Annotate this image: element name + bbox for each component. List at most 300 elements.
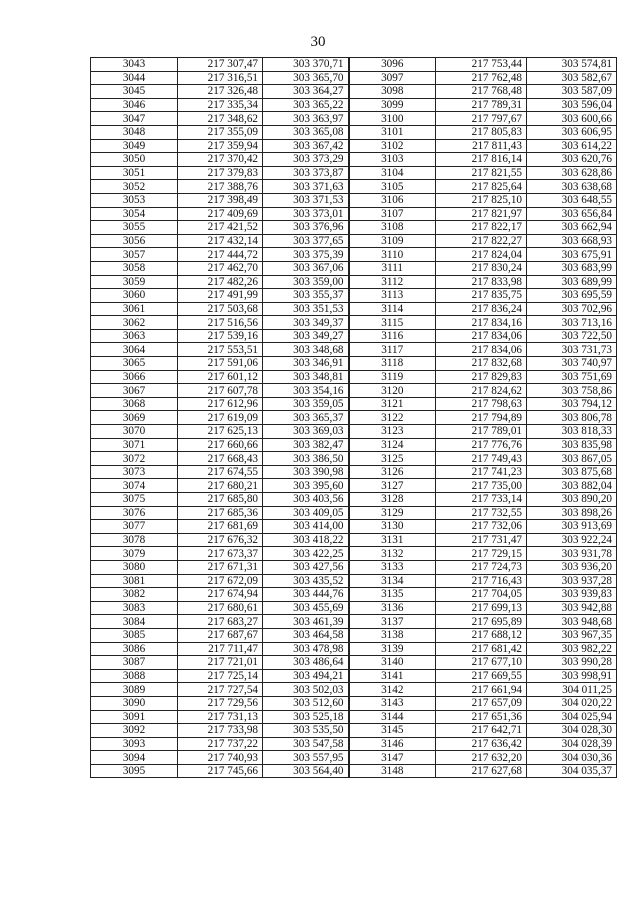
y-coordinate-cell: 303 936,20	[527, 560, 617, 574]
y-coordinate-cell: 303 377,65	[263, 234, 349, 248]
y-coordinate-cell: 303 369,03	[263, 425, 349, 439]
y-coordinate-cell: 303 875,68	[527, 465, 617, 479]
point-number-cell: 3066	[91, 370, 178, 384]
point-number-cell: 3107	[349, 207, 436, 221]
point-number-cell: 3145	[349, 724, 436, 738]
point-number-cell: 3106	[349, 193, 436, 207]
x-coordinate-cell: 217 830,24	[436, 261, 527, 275]
y-coordinate-cell: 304 020,22	[527, 696, 617, 710]
y-coordinate-cell: 303 722,50	[527, 329, 617, 343]
x-coordinate-cell: 217 625,13	[178, 425, 263, 439]
y-coordinate-cell: 304 028,39	[527, 737, 617, 751]
point-number-cell: 3053	[91, 193, 178, 207]
x-coordinate-cell: 217 816,14	[436, 153, 527, 167]
point-number-cell: 3134	[349, 574, 436, 588]
x-coordinate-cell: 217 668,43	[178, 452, 263, 466]
y-coordinate-cell: 303 486,64	[263, 656, 349, 670]
point-number-cell: 3057	[91, 248, 178, 262]
x-coordinate-cell: 217 421,52	[178, 221, 263, 235]
y-coordinate-cell: 303 890,20	[527, 493, 617, 507]
table-row	[91, 125, 617, 139]
x-coordinate-cell: 217 607,78	[178, 384, 263, 398]
table-row	[91, 425, 617, 439]
y-coordinate-cell: 303 547,58	[263, 737, 349, 751]
x-coordinate-cell: 217 789,31	[436, 98, 527, 112]
x-coordinate-cell: 217 834,06	[436, 329, 527, 343]
y-coordinate-cell: 303 574,81	[527, 58, 617, 72]
y-coordinate-cell: 303 937,28	[527, 574, 617, 588]
table-row	[91, 193, 617, 207]
point-number-cell: 3142	[349, 683, 436, 697]
x-coordinate-cell: 217 724,73	[436, 560, 527, 574]
x-coordinate-cell: 217 685,36	[178, 506, 263, 520]
x-coordinate-cell: 217 829,83	[436, 370, 527, 384]
x-coordinate-cell: 217 789,01	[436, 425, 527, 439]
table-row	[91, 764, 617, 778]
x-coordinate-cell: 217 482,26	[178, 275, 263, 289]
x-coordinate-cell: 217 685,80	[178, 493, 263, 507]
y-coordinate-cell: 303 931,78	[527, 547, 617, 561]
table-row	[91, 166, 617, 180]
y-coordinate-cell: 303 371,63	[263, 180, 349, 194]
y-coordinate-cell: 303 403,56	[263, 493, 349, 507]
x-coordinate-cell: 217 491,99	[178, 289, 263, 303]
x-coordinate-cell: 217 745,66	[178, 764, 263, 778]
y-coordinate-cell: 303 758,86	[527, 384, 617, 398]
point-number-cell: 3133	[349, 560, 436, 574]
y-coordinate-cell: 303 675,91	[527, 248, 617, 262]
point-number-cell: 3055	[91, 221, 178, 235]
x-coordinate-cell: 217 359,94	[178, 139, 263, 153]
y-coordinate-cell: 303 376,96	[263, 221, 349, 235]
point-number-cell: 3098	[349, 85, 436, 99]
y-coordinate-cell: 303 982,22	[527, 642, 617, 656]
table-row	[91, 601, 617, 615]
point-number-cell: 3097	[349, 71, 436, 85]
point-number-cell: 3108	[349, 221, 436, 235]
y-coordinate-cell: 303 990,28	[527, 656, 617, 670]
y-coordinate-cell: 303 354,16	[263, 384, 349, 398]
point-number-cell: 3138	[349, 628, 436, 642]
table-row	[91, 275, 617, 289]
x-coordinate-cell: 217 794,89	[436, 411, 527, 425]
x-coordinate-cell: 217 749,43	[436, 452, 527, 466]
point-number-cell: 3092	[91, 724, 178, 738]
point-number-cell: 3061	[91, 302, 178, 316]
y-coordinate-cell: 303 913,69	[527, 520, 617, 534]
y-coordinate-cell: 303 967,35	[527, 628, 617, 642]
y-coordinate-cell: 303 662,94	[527, 221, 617, 235]
x-coordinate-cell: 217 687,67	[178, 628, 263, 642]
x-coordinate-cell: 217 699,13	[436, 601, 527, 615]
y-coordinate-cell: 303 600,66	[527, 112, 617, 126]
y-coordinate-cell: 303 806,78	[527, 411, 617, 425]
point-number-cell: 3131	[349, 533, 436, 547]
table-row	[91, 669, 617, 683]
table-row	[91, 411, 617, 425]
y-coordinate-cell: 303 751,69	[527, 370, 617, 384]
point-number-cell: 3044	[91, 71, 178, 85]
point-number-cell: 3095	[91, 764, 178, 778]
y-coordinate-cell: 303 375,39	[263, 248, 349, 262]
point-number-cell: 3129	[349, 506, 436, 520]
point-number-cell: 3062	[91, 316, 178, 330]
x-coordinate-cell: 217 683,27	[178, 615, 263, 629]
point-number-cell: 3064	[91, 343, 178, 357]
coordinates-table-body	[91, 58, 617, 778]
y-coordinate-cell: 303 525,18	[263, 710, 349, 724]
point-number-cell: 3147	[349, 751, 436, 765]
y-coordinate-cell: 303 365,08	[263, 125, 349, 139]
y-coordinate-cell: 303 702,96	[527, 302, 617, 316]
x-coordinate-cell: 217 821,97	[436, 207, 527, 221]
x-coordinate-cell: 217 825,10	[436, 193, 527, 207]
x-coordinate-cell: 217 680,61	[178, 601, 263, 615]
point-number-cell: 3065	[91, 357, 178, 371]
point-number-cell: 3063	[91, 329, 178, 343]
point-number-cell: 3105	[349, 180, 436, 194]
x-coordinate-cell: 217 671,31	[178, 560, 263, 574]
table-row	[91, 370, 617, 384]
point-number-cell: 3059	[91, 275, 178, 289]
table-row	[91, 98, 617, 112]
point-number-cell: 3146	[349, 737, 436, 751]
table-row	[91, 560, 617, 574]
y-coordinate-cell: 303 564,40	[263, 764, 349, 778]
y-coordinate-cell: 303 494,21	[263, 669, 349, 683]
table-row	[91, 452, 617, 466]
point-number-cell: 3148	[349, 764, 436, 778]
x-coordinate-cell: 217 731,13	[178, 710, 263, 724]
y-coordinate-cell: 303 444,76	[263, 588, 349, 602]
table-row	[91, 588, 617, 602]
x-coordinate-cell: 217 832,68	[436, 357, 527, 371]
y-coordinate-cell: 303 794,12	[527, 397, 617, 411]
point-number-cell: 3088	[91, 669, 178, 683]
point-number-cell: 3075	[91, 493, 178, 507]
table-row	[91, 71, 617, 85]
y-coordinate-cell: 303 461,39	[263, 615, 349, 629]
x-coordinate-cell: 217 661,94	[436, 683, 527, 697]
x-coordinate-cell: 217 379,83	[178, 166, 263, 180]
x-coordinate-cell: 217 627,68	[436, 764, 527, 778]
x-coordinate-cell: 217 672,09	[178, 574, 263, 588]
x-coordinate-cell: 217 733,14	[436, 493, 527, 507]
table-row	[91, 357, 617, 371]
x-coordinate-cell: 217 695,89	[436, 615, 527, 629]
y-coordinate-cell: 303 363,97	[263, 112, 349, 126]
y-coordinate-cell: 304 025,94	[527, 710, 617, 724]
x-coordinate-cell: 217 768,48	[436, 85, 527, 99]
point-number-cell: 3079	[91, 547, 178, 561]
x-coordinate-cell: 217 636,42	[436, 737, 527, 751]
y-coordinate-cell: 303 349,27	[263, 329, 349, 343]
y-coordinate-cell: 303 386,50	[263, 452, 349, 466]
y-coordinate-cell: 303 606,95	[527, 125, 617, 139]
x-coordinate-cell: 217 553,51	[178, 343, 263, 357]
point-number-cell: 3115	[349, 316, 436, 330]
x-coordinate-cell: 217 704,05	[436, 588, 527, 602]
y-coordinate-cell: 303 740,97	[527, 357, 617, 371]
y-coordinate-cell: 303 348,81	[263, 370, 349, 384]
point-number-cell: 3071	[91, 438, 178, 452]
y-coordinate-cell: 303 638,68	[527, 180, 617, 194]
point-number-cell: 3094	[91, 751, 178, 765]
y-coordinate-cell: 303 346,91	[263, 357, 349, 371]
table-row	[91, 343, 617, 357]
y-coordinate-cell: 303 367,42	[263, 139, 349, 153]
y-coordinate-cell: 303 478,98	[263, 642, 349, 656]
y-coordinate-cell: 303 355,37	[263, 289, 349, 303]
table-row	[91, 479, 617, 493]
point-number-cell: 3118	[349, 357, 436, 371]
y-coordinate-cell: 303 382,47	[263, 438, 349, 452]
y-coordinate-cell: 303 435,52	[263, 574, 349, 588]
point-number-cell: 3139	[349, 642, 436, 656]
y-coordinate-cell: 303 422,25	[263, 547, 349, 561]
y-coordinate-cell: 303 455,69	[263, 601, 349, 615]
x-coordinate-cell: 217 824,04	[436, 248, 527, 262]
x-coordinate-cell: 217 822,17	[436, 221, 527, 235]
y-coordinate-cell: 303 348,68	[263, 343, 349, 357]
point-number-cell: 3119	[349, 370, 436, 384]
y-coordinate-cell: 303 882,04	[527, 479, 617, 493]
x-coordinate-cell: 217 674,55	[178, 465, 263, 479]
x-coordinate-cell: 217 797,67	[436, 112, 527, 126]
y-coordinate-cell: 304 030,36	[527, 751, 617, 765]
x-coordinate-cell: 217 681,42	[436, 642, 527, 656]
point-number-cell: 3085	[91, 628, 178, 642]
coordinates-table	[90, 57, 617, 778]
x-coordinate-cell: 217 673,37	[178, 547, 263, 561]
point-number-cell: 3128	[349, 493, 436, 507]
table-row	[91, 751, 617, 765]
point-number-cell: 3141	[349, 669, 436, 683]
x-coordinate-cell: 217 612,96	[178, 397, 263, 411]
x-coordinate-cell: 217 716,43	[436, 574, 527, 588]
table-row	[91, 329, 617, 343]
table-row	[91, 493, 617, 507]
y-coordinate-cell: 303 835,98	[527, 438, 617, 452]
x-coordinate-cell: 217 677,10	[436, 656, 527, 670]
y-coordinate-cell: 303 371,53	[263, 193, 349, 207]
point-number-cell: 3103	[349, 153, 436, 167]
y-coordinate-cell: 304 028,30	[527, 724, 617, 738]
y-coordinate-cell: 304 035,37	[527, 764, 617, 778]
y-coordinate-cell: 303 668,93	[527, 234, 617, 248]
y-coordinate-cell: 303 359,00	[263, 275, 349, 289]
x-coordinate-cell: 217 729,15	[436, 547, 527, 561]
table-row	[91, 261, 617, 275]
y-coordinate-cell: 303 922,24	[527, 533, 617, 547]
y-coordinate-cell: 303 427,56	[263, 560, 349, 574]
x-coordinate-cell: 217 735,00	[436, 479, 527, 493]
y-coordinate-cell: 303 464,58	[263, 628, 349, 642]
x-coordinate-cell: 217 725,14	[178, 669, 263, 683]
point-number-cell: 3114	[349, 302, 436, 316]
point-number-cell: 3047	[91, 112, 178, 126]
y-coordinate-cell: 303 373,01	[263, 207, 349, 221]
x-coordinate-cell: 217 776,76	[436, 438, 527, 452]
point-number-cell: 3130	[349, 520, 436, 534]
point-number-cell: 3144	[349, 710, 436, 724]
x-coordinate-cell: 217 805,83	[436, 125, 527, 139]
table-row	[91, 465, 617, 479]
x-coordinate-cell: 217 811,43	[436, 139, 527, 153]
table-row	[91, 112, 617, 126]
y-coordinate-cell: 303 395,60	[263, 479, 349, 493]
point-number-cell: 3056	[91, 234, 178, 248]
x-coordinate-cell: 217 316,51	[178, 71, 263, 85]
y-coordinate-cell: 303 683,99	[527, 261, 617, 275]
x-coordinate-cell: 217 632,20	[436, 751, 527, 765]
point-number-cell: 3091	[91, 710, 178, 724]
point-number-cell: 3049	[91, 139, 178, 153]
y-coordinate-cell: 303 409,05	[263, 506, 349, 520]
y-coordinate-cell: 304 011,25	[527, 683, 617, 697]
y-coordinate-cell: 303 535,50	[263, 724, 349, 738]
x-coordinate-cell: 217 822,27	[436, 234, 527, 248]
point-number-cell: 3081	[91, 574, 178, 588]
point-number-cell: 3121	[349, 397, 436, 411]
x-coordinate-cell: 217 721,01	[178, 656, 263, 670]
point-number-cell: 3087	[91, 656, 178, 670]
x-coordinate-cell: 217 651,36	[436, 710, 527, 724]
point-number-cell: 3123	[349, 425, 436, 439]
y-coordinate-cell: 303 365,37	[263, 411, 349, 425]
x-coordinate-cell: 217 753,44	[436, 58, 527, 72]
x-coordinate-cell: 217 676,32	[178, 533, 263, 547]
x-coordinate-cell: 217 834,06	[436, 343, 527, 357]
point-number-cell: 3050	[91, 153, 178, 167]
point-number-cell: 3089	[91, 683, 178, 697]
x-coordinate-cell: 217 729,56	[178, 696, 263, 710]
point-number-cell: 3127	[349, 479, 436, 493]
point-number-cell: 3109	[349, 234, 436, 248]
y-coordinate-cell: 303 998,91	[527, 669, 617, 683]
x-coordinate-cell: 217 619,09	[178, 411, 263, 425]
point-number-cell: 3099	[349, 98, 436, 112]
y-coordinate-cell: 303 818,33	[527, 425, 617, 439]
table-row	[91, 85, 617, 99]
table-row	[91, 289, 617, 303]
point-number-cell: 3082	[91, 588, 178, 602]
point-number-cell: 3043	[91, 58, 178, 72]
point-number-cell: 3052	[91, 180, 178, 194]
y-coordinate-cell: 303 731,73	[527, 343, 617, 357]
x-coordinate-cell: 217 833,98	[436, 275, 527, 289]
point-number-cell: 3140	[349, 656, 436, 670]
table-row	[91, 628, 617, 642]
y-coordinate-cell: 303 614,22	[527, 139, 617, 153]
y-coordinate-cell: 303 364,27	[263, 85, 349, 99]
x-coordinate-cell: 217 462,70	[178, 261, 263, 275]
y-coordinate-cell: 303 367,06	[263, 261, 349, 275]
point-number-cell: 3110	[349, 248, 436, 262]
table-row	[91, 397, 617, 411]
x-coordinate-cell: 217 642,71	[436, 724, 527, 738]
x-coordinate-cell: 217 680,21	[178, 479, 263, 493]
point-number-cell: 3113	[349, 289, 436, 303]
x-coordinate-cell: 217 798,63	[436, 397, 527, 411]
x-coordinate-cell: 217 835,75	[436, 289, 527, 303]
point-number-cell: 3100	[349, 112, 436, 126]
table-row	[91, 153, 617, 167]
point-number-cell: 3093	[91, 737, 178, 751]
point-number-cell: 3051	[91, 166, 178, 180]
x-coordinate-cell: 217 432,14	[178, 234, 263, 248]
point-number-cell: 3076	[91, 506, 178, 520]
table-row	[91, 533, 617, 547]
point-number-cell: 3080	[91, 560, 178, 574]
y-coordinate-cell: 303 512,60	[263, 696, 349, 710]
point-number-cell: 3046	[91, 98, 178, 112]
table-row	[91, 683, 617, 697]
y-coordinate-cell: 303 620,76	[527, 153, 617, 167]
point-number-cell: 3125	[349, 452, 436, 466]
x-coordinate-cell: 217 669,55	[436, 669, 527, 683]
point-number-cell: 3096	[349, 58, 436, 72]
x-coordinate-cell: 217 681,69	[178, 520, 263, 534]
y-coordinate-cell: 303 689,99	[527, 275, 617, 289]
x-coordinate-cell: 217 388,76	[178, 180, 263, 194]
table-row	[91, 737, 617, 751]
y-coordinate-cell: 303 502,03	[263, 683, 349, 697]
point-number-cell: 3122	[349, 411, 436, 425]
y-coordinate-cell: 303 414,00	[263, 520, 349, 534]
y-coordinate-cell: 303 898,26	[527, 506, 617, 520]
page-number: 30	[310, 34, 326, 50]
x-coordinate-cell: 217 326,48	[178, 85, 263, 99]
y-coordinate-cell: 303 587,09	[527, 85, 617, 99]
point-number-cell: 3074	[91, 479, 178, 493]
point-number-cell: 3111	[349, 261, 436, 275]
point-number-cell: 3117	[349, 343, 436, 357]
y-coordinate-cell: 303 939,83	[527, 588, 617, 602]
x-coordinate-cell: 217 591,06	[178, 357, 263, 371]
table-row	[91, 656, 617, 670]
y-coordinate-cell: 303 557,95	[263, 751, 349, 765]
y-coordinate-cell: 303 359,05	[263, 397, 349, 411]
point-number-cell: 3070	[91, 425, 178, 439]
x-coordinate-cell: 217 660,66	[178, 438, 263, 452]
y-coordinate-cell: 303 596,04	[527, 98, 617, 112]
point-number-cell: 3136	[349, 601, 436, 615]
x-coordinate-cell: 217 355,09	[178, 125, 263, 139]
y-coordinate-cell: 303 390,98	[263, 465, 349, 479]
y-coordinate-cell: 303 867,05	[527, 452, 617, 466]
y-coordinate-cell: 303 373,87	[263, 166, 349, 180]
x-coordinate-cell: 217 834,16	[436, 316, 527, 330]
table-row	[91, 710, 617, 724]
table-row	[91, 574, 617, 588]
x-coordinate-cell: 217 348,62	[178, 112, 263, 126]
y-coordinate-cell: 303 713,16	[527, 316, 617, 330]
point-number-cell: 3116	[349, 329, 436, 343]
x-coordinate-cell: 217 733,98	[178, 724, 263, 738]
y-coordinate-cell: 303 582,67	[527, 71, 617, 85]
point-number-cell: 3060	[91, 289, 178, 303]
x-coordinate-cell: 217 539,16	[178, 329, 263, 343]
x-coordinate-cell: 217 762,48	[436, 71, 527, 85]
table-row	[91, 384, 617, 398]
point-number-cell: 3143	[349, 696, 436, 710]
x-coordinate-cell: 217 836,24	[436, 302, 527, 316]
table-row	[91, 547, 617, 561]
point-number-cell: 3124	[349, 438, 436, 452]
point-number-cell: 3120	[349, 384, 436, 398]
y-coordinate-cell: 303 942,88	[527, 601, 617, 615]
